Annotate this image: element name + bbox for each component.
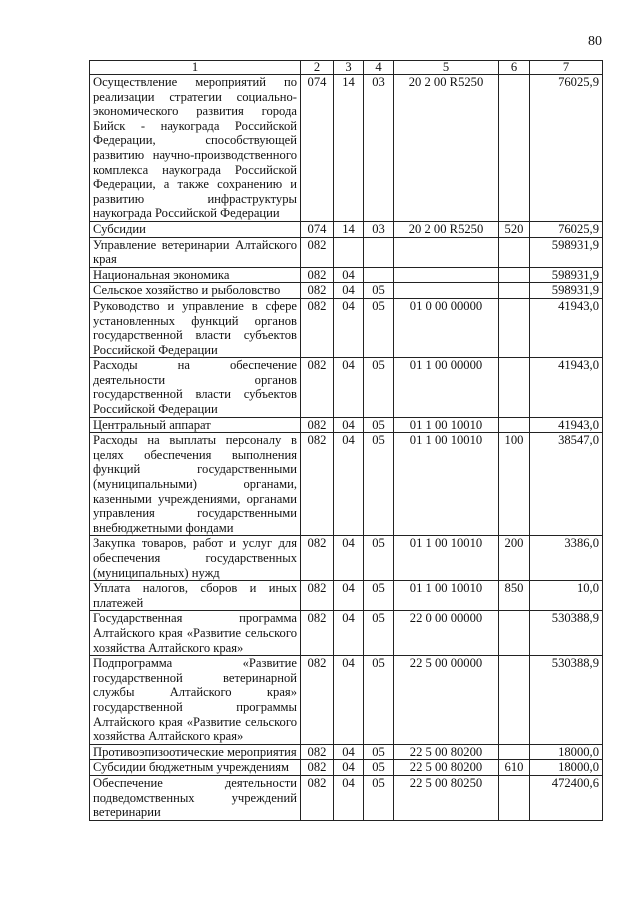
row-subsection-code: 05	[364, 744, 394, 760]
row-amount: 41943,0	[530, 417, 603, 433]
row-ministry-code: 082	[301, 536, 334, 581]
row-expense-type	[499, 298, 530, 357]
row-ministry-code: 082	[301, 433, 334, 536]
table-row	[90, 358, 603, 417]
row-section-code: 04	[334, 417, 364, 433]
row-amount: 76025,9	[530, 75, 603, 222]
row-name: Противоэпизоотические мероприятия	[90, 744, 301, 760]
table-row	[90, 744, 603, 760]
row-name: Закупка товаров, работ и услуг для обеспечения государственных (муниципальных) нужд	[90, 536, 301, 581]
row-amount: 530388,9	[530, 611, 603, 656]
row-target-article: 01 1 00 10010	[394, 417, 499, 433]
row-name: Сельское хозяйство и рыболовство	[90, 283, 301, 299]
row-expense-type: 200	[499, 536, 530, 581]
col-header-6: 6	[499, 61, 530, 75]
row-expense-type: 520	[499, 221, 530, 237]
row-target-article: 22 0 00 00000	[394, 611, 499, 656]
row-target-article: 22 5 00 00000	[394, 656, 499, 745]
row-section-code: 04	[334, 536, 364, 581]
row-name: Уплата налогов, сборов и иных платежей	[90, 581, 301, 611]
row-subsection-code	[364, 267, 394, 283]
row-subsection-code: 05	[364, 581, 394, 611]
col-header-5: 5	[394, 61, 499, 75]
table-row	[90, 221, 603, 237]
row-subsection-code: 05	[364, 283, 394, 299]
row-section-code: 04	[334, 298, 364, 357]
row-subsection-code: 03	[364, 221, 394, 237]
row-target-article: 01 1 00 10010	[394, 433, 499, 536]
row-ministry-code: 082	[301, 744, 334, 760]
table-row	[90, 536, 603, 581]
row-subsection-code: 05	[364, 611, 394, 656]
col-header-2: 2	[301, 61, 334, 75]
row-amount: 10,0	[530, 581, 603, 611]
row-ministry-code: 074	[301, 221, 334, 237]
row-target-article: 01 1 00 10010	[394, 536, 499, 581]
row-ministry-code: 082	[301, 581, 334, 611]
col-header-3: 3	[334, 61, 364, 75]
row-amount: 598931,9	[530, 237, 603, 267]
row-amount: 18000,0	[530, 744, 603, 760]
row-name: Руководство и управление в сфере установленных функций органов государственной власти субъектов Российской Федерации	[90, 298, 301, 357]
row-target-article	[394, 237, 499, 267]
row-target-article: 01 1 00 00000	[394, 358, 499, 417]
row-subsection-code: 05	[364, 760, 394, 776]
row-name: Государственная программа Алтайского края «Развитие сельского хозяйства Алтайского края»	[90, 611, 301, 656]
table-row	[90, 581, 603, 611]
table-row	[90, 237, 603, 267]
row-target-article	[394, 267, 499, 283]
row-expense-type	[499, 417, 530, 433]
header-row	[90, 61, 603, 75]
row-ministry-code: 082	[301, 298, 334, 357]
row-expense-type: 100	[499, 433, 530, 536]
row-ministry-code: 082	[301, 417, 334, 433]
row-expense-type	[499, 611, 530, 656]
row-amount: 41943,0	[530, 358, 603, 417]
row-expense-type	[499, 283, 530, 299]
page-number: 80	[588, 34, 602, 49]
row-name: Национальная экономика	[90, 267, 301, 283]
row-target-article	[394, 283, 499, 299]
table-row	[90, 433, 603, 536]
row-target-article: 20 2 00 R5250	[394, 221, 499, 237]
row-section-code: 04	[334, 775, 364, 820]
row-target-article: 01 0 00 00000	[394, 298, 499, 357]
row-expense-type	[499, 237, 530, 267]
row-amount: 530388,9	[530, 656, 603, 745]
table-row	[90, 267, 603, 283]
row-section-code: 04	[334, 656, 364, 745]
row-target-article: 22 5 00 80200	[394, 760, 499, 776]
row-section-code: 04	[334, 267, 364, 283]
row-subsection-code: 05	[364, 656, 394, 745]
row-ministry-code: 082	[301, 267, 334, 283]
row-target-article: 01 1 00 10010	[394, 581, 499, 611]
row-expense-type	[499, 744, 530, 760]
row-name: Центральный аппарат	[90, 417, 301, 433]
row-ministry-code: 082	[301, 358, 334, 417]
row-expense-type	[499, 358, 530, 417]
row-name: Осуществление мероприятий по реализации стратегии социально-экономического развития города Бийск - наукограда Российской Федерации, способствующей развитию научно-производственного комплекса наукограда Российской Федерации, а также сохранению и развитию инфраструктуры наукограда Российской Федерации	[90, 75, 301, 222]
row-amount: 598931,9	[530, 267, 603, 283]
row-section-code: 04	[334, 358, 364, 417]
row-ministry-code: 082	[301, 611, 334, 656]
row-subsection-code	[364, 237, 394, 267]
row-amount: 598931,9	[530, 283, 603, 299]
row-expense-type	[499, 775, 530, 820]
row-amount: 472400,6	[530, 775, 603, 820]
row-section-code: 04	[334, 433, 364, 536]
row-amount: 41943,0	[530, 298, 603, 357]
row-subsection-code: 05	[364, 298, 394, 357]
row-target-article: 22 5 00 80250	[394, 775, 499, 820]
row-name: Обеспечение деятельности подведомственных учреждений ветеринарии	[90, 775, 301, 820]
row-ministry-code: 074	[301, 75, 334, 222]
col-header-1: 1	[90, 61, 301, 75]
row-ministry-code: 082	[301, 775, 334, 820]
table-row	[90, 611, 603, 656]
row-section-code: 14	[334, 221, 364, 237]
row-amount: 18000,0	[530, 760, 603, 776]
row-expense-type: 850	[499, 581, 530, 611]
row-subsection-code: 05	[364, 433, 394, 536]
row-name: Подпрограмма «Развитие государственной ветеринарной службы Алтайского края» государственной программы Алтайского края «Развитие сельского хозяйства Алтайского края»	[90, 656, 301, 745]
row-subsection-code: 05	[364, 536, 394, 581]
table-row	[90, 283, 603, 299]
row-section-code	[334, 237, 364, 267]
row-expense-type	[499, 656, 530, 745]
row-section-code: 14	[334, 75, 364, 222]
row-section-code: 04	[334, 611, 364, 656]
row-name: Субсидии	[90, 221, 301, 237]
row-subsection-code: 03	[364, 75, 394, 222]
row-name: Расходы на выплаты персоналу в целях обеспечения выполнения функций государственными (муниципальными) органами, казенными учреждениями, органами управления государственными внебюджетными фондами	[90, 433, 301, 536]
row-target-article: 22 5 00 80200	[394, 744, 499, 760]
row-expense-type: 610	[499, 760, 530, 776]
row-subsection-code: 05	[364, 775, 394, 820]
row-amount: 38547,0	[530, 433, 603, 536]
row-name: Субсидии бюджетным учреждениям	[90, 760, 301, 776]
table-row	[90, 760, 603, 776]
budget-table	[89, 60, 603, 821]
table-row	[90, 656, 603, 745]
row-expense-type	[499, 267, 530, 283]
row-section-code: 04	[334, 283, 364, 299]
row-name: Расходы на обеспечение деятельности органов государственной власти субъектов Российской Федерации	[90, 358, 301, 417]
table-row	[90, 298, 603, 357]
row-expense-type	[499, 75, 530, 222]
row-ministry-code: 082	[301, 237, 334, 267]
row-ministry-code: 082	[301, 656, 334, 745]
row-ministry-code: 082	[301, 283, 334, 299]
row-amount: 3386,0	[530, 536, 603, 581]
row-section-code: 04	[334, 581, 364, 611]
row-section-code: 04	[334, 760, 364, 776]
row-ministry-code: 082	[301, 760, 334, 776]
row-subsection-code: 05	[364, 358, 394, 417]
col-header-4: 4	[364, 61, 394, 75]
row-subsection-code: 05	[364, 417, 394, 433]
row-section-code: 04	[334, 744, 364, 760]
row-amount: 76025,9	[530, 221, 603, 237]
table-row	[90, 75, 603, 222]
row-target-article: 20 2 00 R5250	[394, 75, 499, 222]
table-row	[90, 417, 603, 433]
row-name: Управление ветеринарии Алтайского края	[90, 237, 301, 267]
col-header-7: 7	[530, 61, 603, 75]
table-row	[90, 775, 603, 820]
